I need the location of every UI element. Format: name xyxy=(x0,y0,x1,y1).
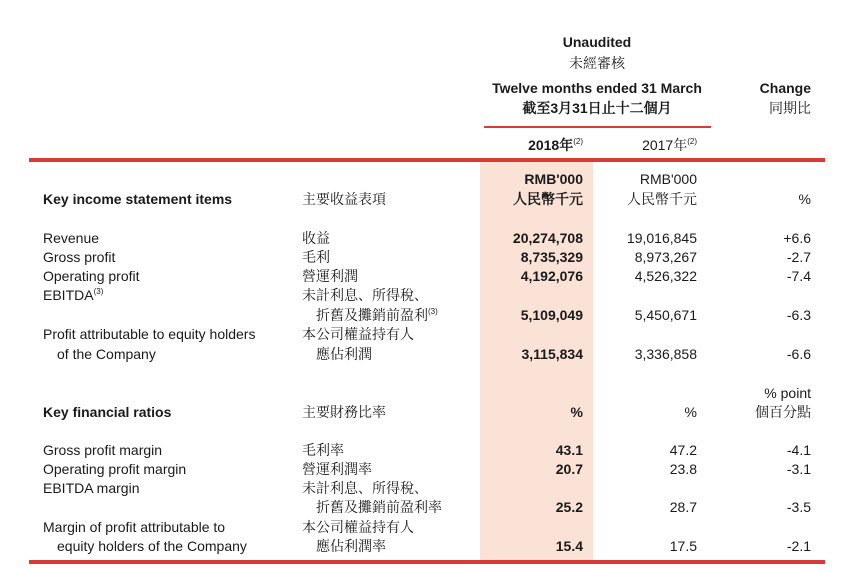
row-label-zh: 未計利息、所得稅、 xyxy=(302,480,428,496)
period-label-en: Twelve months ended 31 March xyxy=(492,80,702,96)
value-change: -6.6 xyxy=(786,346,811,362)
value-current: 20.7 xyxy=(555,461,583,477)
value-change: -3.5 xyxy=(786,499,811,515)
value-current: 15.4 xyxy=(555,538,583,554)
value-current: 4,192,076 xyxy=(520,268,583,284)
value-change: -2.7 xyxy=(786,249,811,265)
value-change: -4.1 xyxy=(786,442,811,458)
row-label-zh: 本公司權益持有人 xyxy=(302,326,414,342)
row-label-zh-line2: 應佔利潤 xyxy=(316,346,372,362)
row-label-zh: 未計利息、所得稅、 xyxy=(302,287,428,303)
value-prior: 5,450,671 xyxy=(634,307,697,323)
year-prior-header: 2017年$^{(2)}$ xyxy=(642,137,697,153)
period-label-zh: 截至3月31日止十二個月 xyxy=(522,100,672,116)
ratios-section-title-en: Key financial ratios xyxy=(43,404,172,420)
value-prior: 23.8 xyxy=(669,461,697,477)
row-label-zh-line2: 折舊及攤銷前盈利率 xyxy=(316,499,442,515)
change-label-zh: 同期比 xyxy=(769,100,811,116)
value-current: 8,735,329 xyxy=(520,249,583,265)
row-label-en: EBITDA margin xyxy=(43,480,140,496)
row-label-en: Gross profit xyxy=(43,249,116,265)
value-current: 25.2 xyxy=(555,499,583,515)
value-change: -2.1 xyxy=(786,538,811,554)
value-prior: 17.5 xyxy=(669,538,697,554)
value-current: 5,109,049 xyxy=(520,307,583,323)
period-underline xyxy=(484,126,711,128)
row-label-en-line2: of the Company xyxy=(57,346,156,362)
row-label-en: Operating profit xyxy=(43,268,140,284)
value-change: -6.3 xyxy=(786,307,811,323)
row-label-zh-line2: 應佔利潤率 xyxy=(316,538,386,554)
row-label-zh: 收益 xyxy=(302,230,330,246)
value-prior: 8,973,267 xyxy=(634,249,697,265)
bottom-rule xyxy=(29,560,825,564)
unit-current: % xyxy=(570,404,583,420)
unit-current-zh: 人民幣千元 xyxy=(513,191,583,207)
row-label-zh: 毛利率 xyxy=(302,442,344,458)
value-change: -7.4 xyxy=(786,268,811,284)
row-label-zh: 本公司權益持有人 xyxy=(302,519,414,535)
value-prior: 28.7 xyxy=(669,499,697,515)
value-current: 20,274,708 xyxy=(512,230,583,246)
row-label-en: Margin of profit attributable to xyxy=(43,519,226,535)
row-label-zh-line2: 折舊及攤銷前盈利$^{(3)}$ xyxy=(316,307,438,323)
unaudited-label-zh: 未經審核 xyxy=(569,55,625,71)
unit-change: % xyxy=(798,191,811,207)
row-label-en: EBITDA$^{(3)}$ xyxy=(43,287,104,303)
unit-prior: % xyxy=(684,404,697,420)
value-prior: 4,526,322 xyxy=(634,268,697,284)
unaudited-label-en: Unaudited xyxy=(562,34,632,50)
change-label-en: Change xyxy=(759,80,811,96)
value-current: 43.1 xyxy=(555,442,583,458)
unit-current-en: RMB'000 xyxy=(524,171,583,187)
row-label-zh: 營運利潤率 xyxy=(302,461,372,477)
row-label-zh: 毛利 xyxy=(302,249,330,265)
income-section-title-en: Key income statement items xyxy=(43,191,233,207)
value-prior: 47.2 xyxy=(669,442,697,458)
value-change: -3.1 xyxy=(786,461,811,477)
year-current-header: 2018年$^{(2)}$ xyxy=(528,137,583,153)
value-current: 3,115,834 xyxy=(521,346,583,362)
row-label-en: Operating profit margin xyxy=(43,461,187,477)
row-label-en: Gross profit margin xyxy=(43,442,163,458)
row-label-zh: 營運利潤 xyxy=(302,268,358,284)
unit-prior-en: RMB'000 xyxy=(639,171,697,187)
ratios-section-title-zh: 主要財務比率 xyxy=(302,404,386,420)
row-label-en: Revenue xyxy=(43,230,100,246)
top-rule xyxy=(29,158,825,162)
value-change: +6.6 xyxy=(783,230,811,246)
row-label-en: Profit attributable to equity holders xyxy=(43,326,256,342)
unit-change-zh: 個百分點 xyxy=(755,404,811,420)
income-section-title-zh: 主要收益表項 xyxy=(302,191,386,207)
row-label-en-line2: equity holders of the Company xyxy=(57,538,247,554)
value-prior: 19,016,845 xyxy=(626,230,697,246)
value-prior: 3,336,858 xyxy=(634,346,697,362)
unit-prior-zh: 人民幣千元 xyxy=(627,191,697,207)
unit-change-en: % point xyxy=(764,385,811,401)
